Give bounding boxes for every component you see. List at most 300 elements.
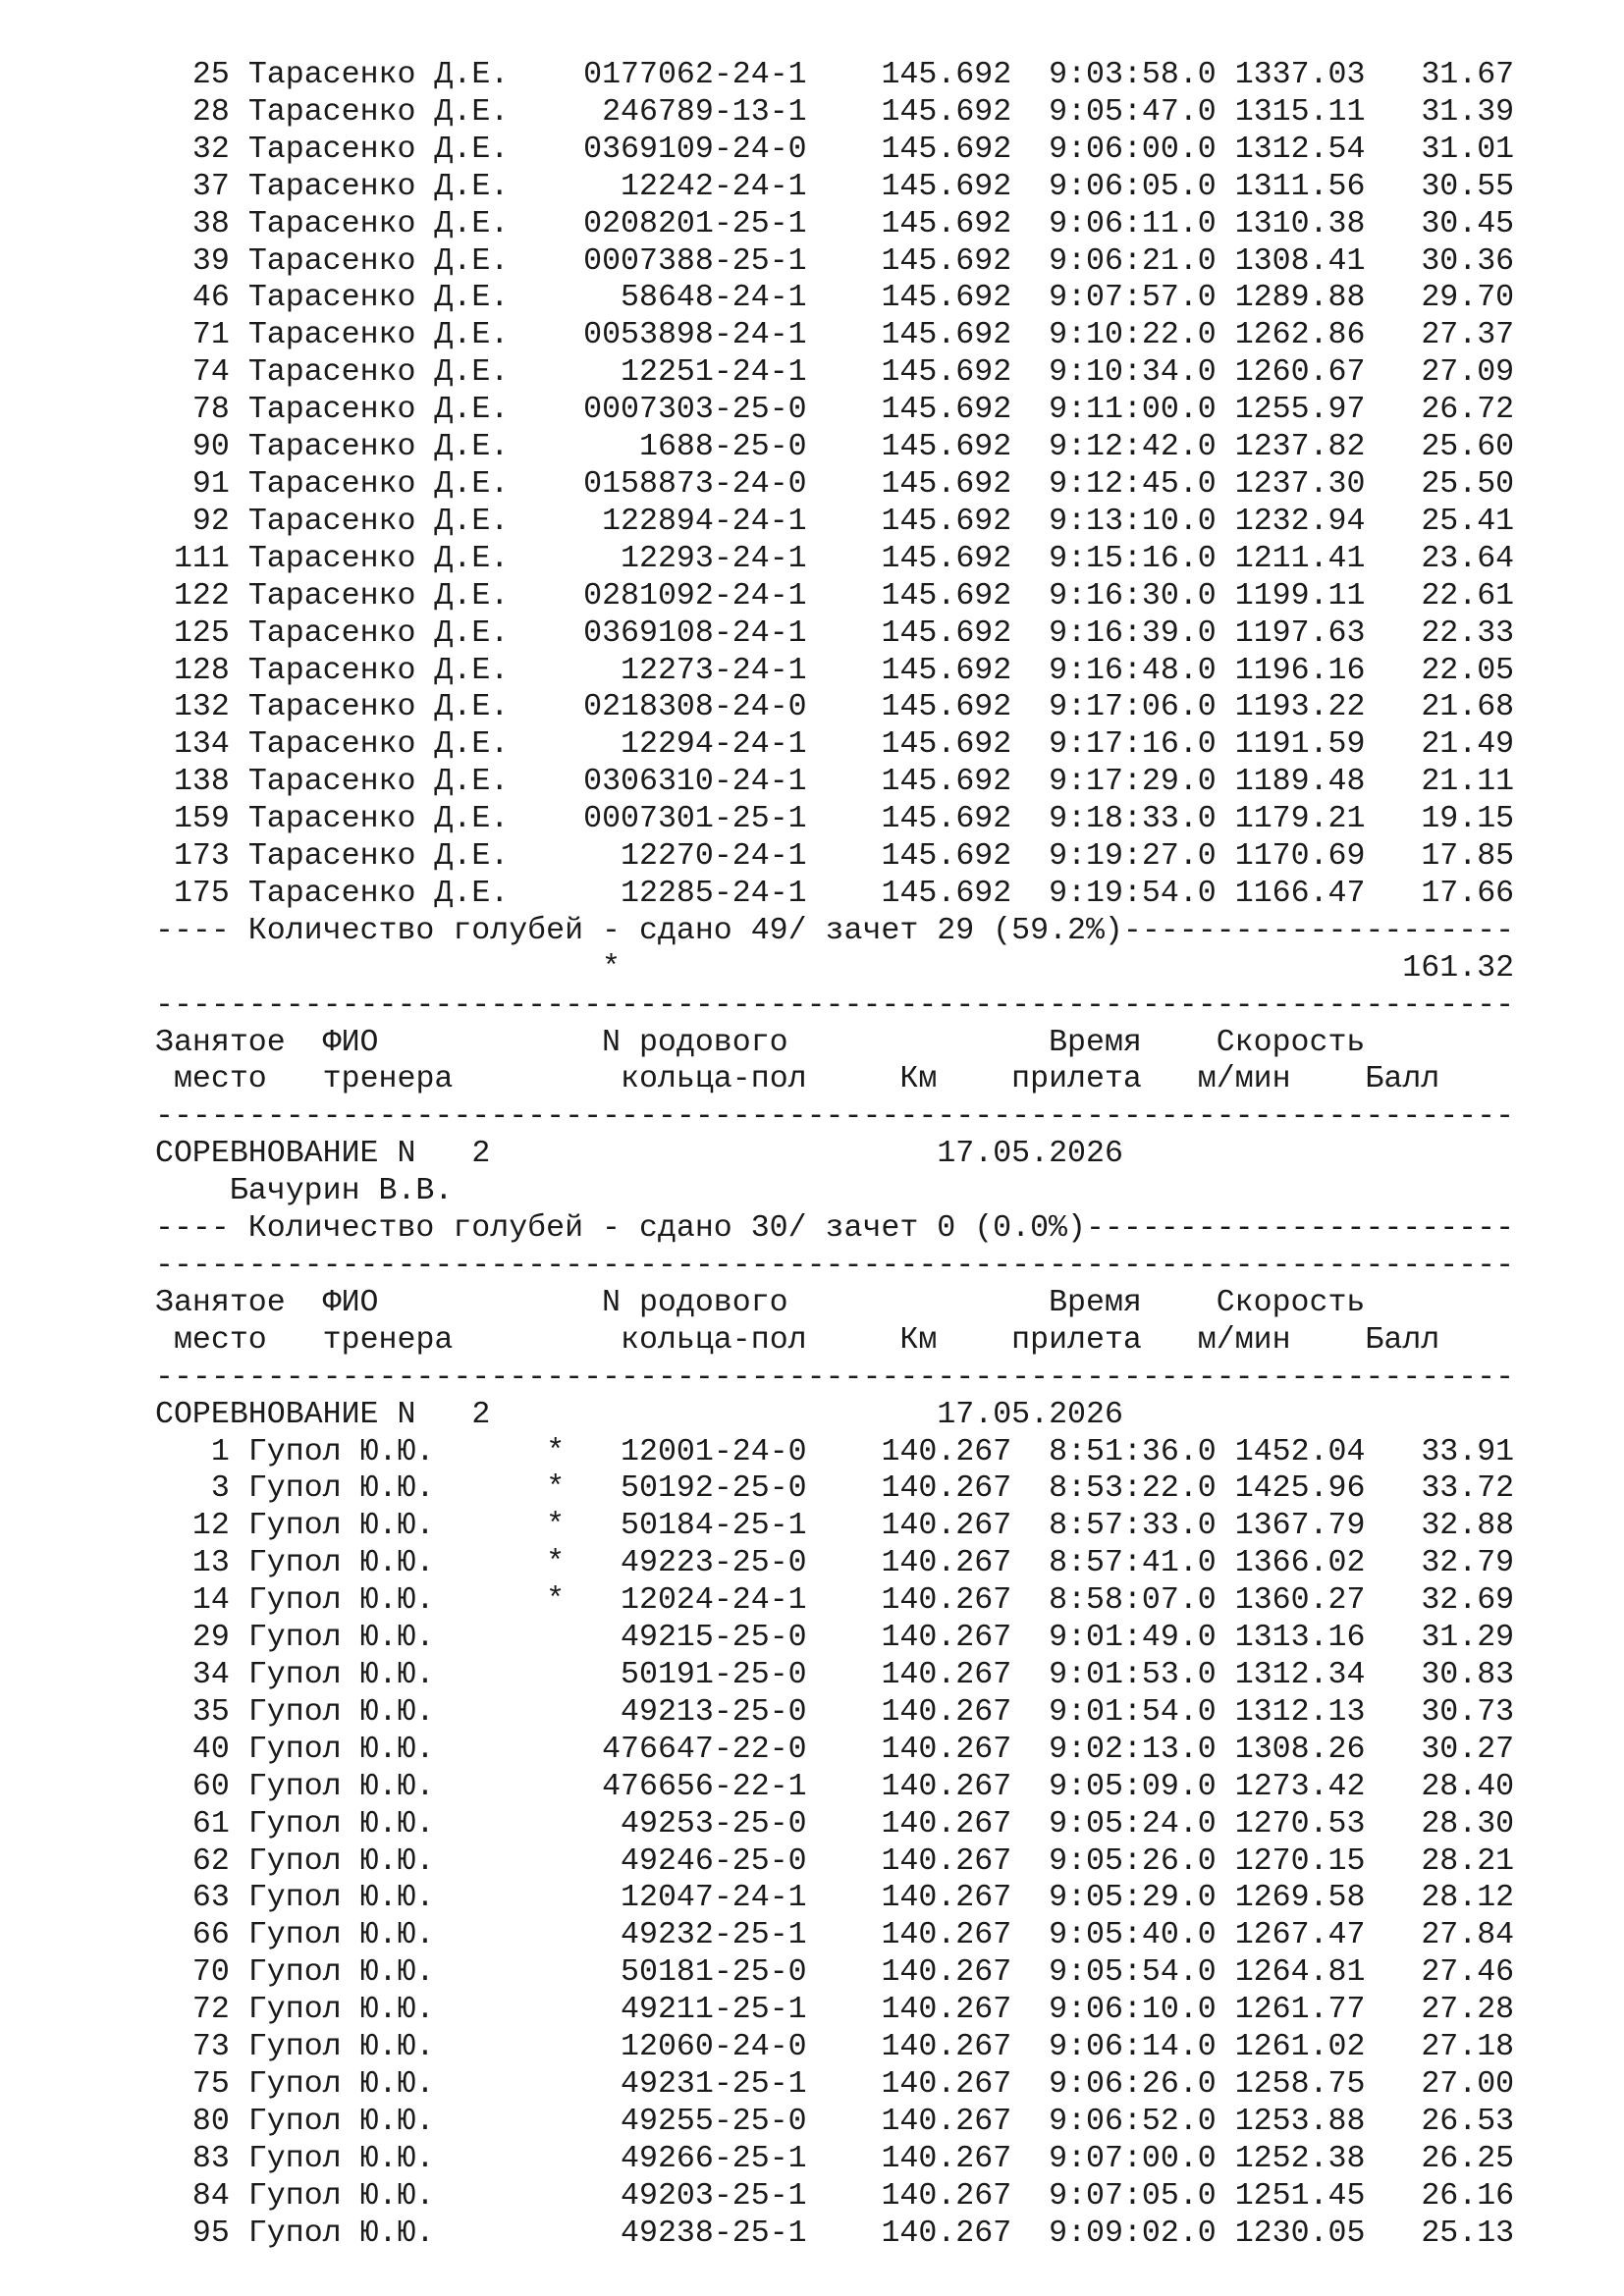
trainer-name-cell: Гупол Ю.Ю. xyxy=(247,1434,435,1469)
mark-cell: * xyxy=(546,1546,566,1581)
place-cell: 28 xyxy=(191,94,230,130)
distance-cell: 140.267 xyxy=(881,2104,1012,2139)
trainer-name-cell: Тарасенко Д.Е. xyxy=(247,169,510,204)
distance-cell: 145.692 xyxy=(881,206,1012,241)
ring-cell: 12293-24-1 xyxy=(621,541,807,576)
total-line xyxy=(155,950,1579,988)
result-row xyxy=(155,541,1579,578)
place-cell: 70 xyxy=(191,1955,230,1991)
result-row xyxy=(155,280,1579,317)
distance-cell: 145.692 xyxy=(881,58,1012,92)
result-row xyxy=(155,653,1579,690)
result-row xyxy=(155,169,1579,206)
speed-cell: 1262.86 xyxy=(1234,318,1366,353)
mark-cell: * xyxy=(546,1583,566,1619)
competition-title xyxy=(155,1136,1579,1173)
score-cell: 26.16 xyxy=(1421,2178,1515,2214)
ring-cell: 0208201-25-1 xyxy=(583,206,807,241)
trainer-name-cell: Тарасенко Д.Е. xyxy=(247,58,510,92)
distance-cell: 140.267 xyxy=(881,1918,1012,1953)
header-col-ring-2: кольца-пол xyxy=(621,1062,807,1097)
time-cell: 9:05:54.0 xyxy=(1049,1955,1217,1991)
speed-cell: 1261.77 xyxy=(1234,1993,1366,2028)
result-row xyxy=(155,2216,1579,2253)
speed-cell: 1308.41 xyxy=(1234,243,1366,279)
score-cell: 26.53 xyxy=(1421,2104,1515,2139)
place-cell: 128 xyxy=(173,653,230,688)
header-col-score: Балл xyxy=(1365,1062,1440,1097)
speed-cell: 1252.38 xyxy=(1234,2141,1366,2176)
time-cell: 9:01:53.0 xyxy=(1049,1657,1217,1692)
time-cell: 9:05:09.0 xyxy=(1049,1769,1217,1804)
score-cell: 28.12 xyxy=(1421,1881,1515,1916)
score-cell: 22.05 xyxy=(1421,653,1515,688)
mark-cell: * xyxy=(546,1434,566,1469)
score-cell: 30.83 xyxy=(1421,1657,1515,1692)
separator-line: ------------------------------------------------------------------------- xyxy=(155,988,1515,1023)
trainer-name-cell: Тарасенко Д.Е. xyxy=(247,430,510,465)
distance-cell: 140.267 xyxy=(881,1471,1012,1507)
separator-line: ------------------------------------------------------------------------- xyxy=(155,1249,1515,1283)
time-cell: 9:12:45.0 xyxy=(1049,466,1217,502)
header-col-km: Км xyxy=(899,1062,938,1097)
place-cell: 74 xyxy=(191,355,230,391)
header-col-place-2: место xyxy=(173,1322,267,1358)
place-cell: 71 xyxy=(191,318,230,353)
score-cell: 30.36 xyxy=(1421,243,1515,279)
trainer-name-cell: Тарасенко Д.Е. xyxy=(247,206,510,241)
table-header-row-1 xyxy=(155,1025,1579,1062)
speed-cell: 1311.56 xyxy=(1234,169,1366,204)
distance-cell: 140.267 xyxy=(881,1509,1012,1544)
speed-cell: 1237.30 xyxy=(1234,466,1366,502)
distance-cell: 140.267 xyxy=(881,2030,1012,2065)
summary-text: Количество голубей - сдано 30/ зачет 0 (0.0%) xyxy=(247,1211,1086,1247)
ring-cell: 49238-25-1 xyxy=(621,2216,807,2251)
place-cell: 12 xyxy=(191,1509,230,1544)
competition-number: 2 xyxy=(471,1397,491,1432)
place-cell: 159 xyxy=(173,802,230,837)
score-cell: 31.01 xyxy=(1421,132,1515,167)
result-row xyxy=(155,504,1579,541)
score-cell: 31.67 xyxy=(1421,58,1515,92)
distance-cell: 140.267 xyxy=(881,1434,1012,1469)
competition-date: 17.05.2026 xyxy=(937,1137,1123,1172)
speed-cell: 1308.26 xyxy=(1234,1732,1366,1767)
time-cell: 9:11:00.0 xyxy=(1049,393,1217,428)
place-cell: 92 xyxy=(191,504,230,539)
ring-cell: 49213-25-0 xyxy=(621,1694,807,1730)
result-row xyxy=(155,1843,1579,1881)
time-cell: 9:01:49.0 xyxy=(1049,1621,1217,1656)
time-cell: 8:58:07.0 xyxy=(1049,1583,1217,1619)
time-cell: 9:16:48.0 xyxy=(1049,653,1217,688)
speed-cell: 1193.22 xyxy=(1234,690,1366,725)
speed-cell: 1230.05 xyxy=(1234,2216,1366,2251)
place-cell: 62 xyxy=(191,1843,230,1879)
score-cell: 28.30 xyxy=(1421,1806,1515,1842)
trainer-name-cell: Гупол Ю.Ю. xyxy=(247,1769,435,1804)
header-col-time: Время xyxy=(1049,1025,1142,1060)
distance-cell: 140.267 xyxy=(881,2141,1012,2176)
time-cell: 9:05:24.0 xyxy=(1049,1806,1217,1842)
speed-cell: 1251.45 xyxy=(1234,2178,1366,2214)
place-cell: 72 xyxy=(191,1993,230,2028)
speed-cell: 1232.94 xyxy=(1234,504,1366,539)
score-cell: 22.33 xyxy=(1421,615,1515,651)
time-cell: 9:17:06.0 xyxy=(1049,690,1217,725)
trainer-name-cell: Гупол Ю.Ю. xyxy=(247,2178,435,2214)
place-cell: 73 xyxy=(191,2030,230,2065)
score-cell: 30.45 xyxy=(1421,206,1515,241)
time-cell: 9:13:10.0 xyxy=(1049,504,1217,539)
distance-cell: 145.692 xyxy=(881,653,1012,688)
distance-cell: 140.267 xyxy=(881,2216,1012,2251)
ring-cell: 0158873-24-0 xyxy=(583,466,807,502)
time-cell: 9:19:27.0 xyxy=(1049,839,1217,875)
distance-cell: 145.692 xyxy=(881,765,1012,800)
place-cell: 32 xyxy=(191,132,230,167)
ring-cell: 50184-25-1 xyxy=(621,1509,807,1544)
ring-cell: 0007301-25-1 xyxy=(583,802,807,837)
table-header-row-2 xyxy=(155,1322,1579,1360)
score-cell: 30.27 xyxy=(1421,1732,1515,1767)
trainer-name-cell: Тарасенко Д.Е. xyxy=(247,466,510,502)
result-row xyxy=(155,57,1579,94)
header-col-place: Занятое xyxy=(155,1025,286,1060)
time-cell: 9:06:11.0 xyxy=(1049,206,1217,241)
competition-label: СОРЕВНОВАНИЕ N xyxy=(155,1397,416,1432)
result-row xyxy=(155,1992,1579,2029)
distance-cell: 145.692 xyxy=(881,94,1012,130)
speed-cell: 1425.96 xyxy=(1234,1471,1366,1507)
result-row xyxy=(155,1620,1579,1657)
place-cell: 63 xyxy=(191,1881,230,1916)
trainer-name-cell: Гупол Ю.Ю. xyxy=(247,1918,435,1953)
time-cell: 8:53:22.0 xyxy=(1049,1471,1217,1507)
trainer-name-cell: Тарасенко Д.Е. xyxy=(247,318,510,353)
trainer-name-cell: Тарасенко Д.Е. xyxy=(247,132,510,167)
trainer-name-cell: Тарасенко Д.Е. xyxy=(247,727,510,763)
time-cell: 9:05:29.0 xyxy=(1049,1881,1217,1916)
ring-cell: 49253-25-0 xyxy=(621,1806,807,1842)
time-cell: 9:06:14.0 xyxy=(1049,2030,1217,2065)
time-cell: 9:10:22.0 xyxy=(1049,318,1217,353)
score-cell: 28.40 xyxy=(1421,1769,1515,1804)
speed-cell: 1269.58 xyxy=(1234,1881,1366,1916)
time-cell: 9:06:05.0 xyxy=(1049,169,1217,204)
ring-cell: 49232-25-1 xyxy=(621,1918,807,1953)
ring-cell: 0369108-24-1 xyxy=(583,615,807,651)
score-cell: 27.46 xyxy=(1421,1955,1515,1991)
place-cell: 60 xyxy=(191,1769,230,1804)
time-cell: 9:16:30.0 xyxy=(1049,578,1217,614)
trainer-name-cell: Гупол Ю.Ю. xyxy=(247,1694,435,1730)
place-cell: 125 xyxy=(173,615,230,651)
header-col-trainer-2: тренера xyxy=(322,1322,454,1358)
ring-cell: 49231-25-1 xyxy=(621,2066,807,2102)
speed-cell: 1273.42 xyxy=(1234,1769,1366,1804)
speed-cell: 1197.63 xyxy=(1234,615,1366,651)
mark-cell: * xyxy=(546,1509,566,1544)
trainer-name-cell: Тарасенко Д.Е. xyxy=(247,541,510,576)
header-col-place-2: место xyxy=(173,1062,267,1097)
ring-cell: 476656-22-1 xyxy=(602,1769,807,1804)
time-cell: 9:05:47.0 xyxy=(1049,94,1217,130)
trainer-name-cell: Тарасенко Д.Е. xyxy=(247,94,510,130)
place-cell: 39 xyxy=(191,243,230,279)
place-cell: 80 xyxy=(191,2104,230,2139)
place-cell: 91 xyxy=(191,466,230,502)
speed-cell: 1312.13 xyxy=(1234,1694,1366,1730)
place-cell: 84 xyxy=(191,2178,230,2214)
place-cell: 173 xyxy=(173,839,230,875)
trainer-name-cell: Тарасенко Д.Е. xyxy=(247,281,510,316)
ring-cell: 12047-24-1 xyxy=(621,1881,807,1916)
speed-cell: 1312.54 xyxy=(1234,132,1366,167)
ring-cell: 122894-24-1 xyxy=(602,504,807,539)
ring-cell: 12270-24-1 xyxy=(621,839,807,875)
trainer-name-cell: Тарасенко Д.Е. xyxy=(247,690,510,725)
place-cell: 3 xyxy=(210,1471,230,1507)
distance-cell: 140.267 xyxy=(881,1881,1012,1916)
ring-cell: 49203-25-1 xyxy=(621,2178,807,2214)
time-cell: 9:06:21.0 xyxy=(1049,243,1217,279)
time-cell: 9:17:29.0 xyxy=(1049,765,1217,800)
trainer-name-cell: Гупол Ю.Ю. xyxy=(247,1509,435,1544)
result-row xyxy=(155,1508,1579,1545)
time-cell: 9:06:10.0 xyxy=(1049,1993,1217,2028)
time-cell: 9:07:05.0 xyxy=(1049,2178,1217,2214)
score-cell: 27.37 xyxy=(1421,318,1515,353)
result-row xyxy=(155,354,1579,392)
time-cell: 9:12:42.0 xyxy=(1049,430,1217,465)
place-cell: 38 xyxy=(191,206,230,241)
speed-cell: 1367.79 xyxy=(1234,1509,1366,1544)
result-row xyxy=(155,1954,1579,1992)
ring-cell: 0369109-24-0 xyxy=(583,132,807,167)
score-cell: 17.85 xyxy=(1421,839,1515,875)
ring-cell: 12273-24-1 xyxy=(621,653,807,688)
distance-cell: 140.267 xyxy=(881,1993,1012,2028)
result-row xyxy=(155,1880,1579,1917)
competition-title xyxy=(155,1397,1579,1434)
competition-date: 17.05.2026 xyxy=(937,1397,1123,1432)
speed-cell: 1258.75 xyxy=(1234,2066,1366,2102)
ring-cell: 0177062-24-1 xyxy=(583,58,807,92)
ring-cell: 1688-25-0 xyxy=(639,430,807,465)
trainer-name-cell: Тарасенко Д.Е. xyxy=(247,653,510,688)
place-cell: 40 xyxy=(191,1732,230,1767)
distance-cell: 140.267 xyxy=(881,1583,1012,1619)
speed-cell: 1337.03 xyxy=(1234,58,1366,92)
result-row xyxy=(155,2029,1579,2066)
speed-cell: 1260.67 xyxy=(1234,355,1366,391)
score-cell: 29.70 xyxy=(1421,281,1515,316)
place-cell: 134 xyxy=(173,727,230,763)
result-row xyxy=(155,764,1579,801)
separator-line: ------------------------------------------------------------------------- xyxy=(155,1099,1515,1135)
result-row xyxy=(155,1732,1579,1769)
trainer-name-cell: Тарасенко Д.Е. xyxy=(247,615,510,651)
distance-cell: 140.267 xyxy=(881,2178,1012,2214)
speed-cell: 1196.16 xyxy=(1234,653,1366,688)
distance-cell: 140.267 xyxy=(881,1694,1012,1730)
time-cell: 9:02:13.0 xyxy=(1049,1732,1217,1767)
distance-cell: 140.267 xyxy=(881,1843,1012,1879)
place-cell: 1 xyxy=(210,1434,230,1469)
header-col-ring: N родового xyxy=(602,1025,788,1060)
speed-cell: 1313.16 xyxy=(1234,1621,1366,1656)
result-row xyxy=(155,132,1579,169)
header-col-km: Км xyxy=(899,1322,938,1358)
trainer-name-cell: Тарасенко Д.Е. xyxy=(247,876,510,911)
trainer-name-cell: Гупол Ю.Ю. xyxy=(247,1732,435,1767)
place-cell: 83 xyxy=(191,2141,230,2176)
trainer-name: Бачурин В.В. xyxy=(229,1174,454,1209)
distance-cell: 140.267 xyxy=(881,1955,1012,1991)
distance-cell: 145.692 xyxy=(881,393,1012,428)
trainer-name-cell: Гупол Ю.Ю. xyxy=(247,1546,435,1581)
result-row xyxy=(155,2104,1579,2141)
trainer-name-cell: Гупол Ю.Ю. xyxy=(247,2216,435,2251)
score-cell: 27.00 xyxy=(1421,2066,1515,2102)
time-cell: 9:19:54.0 xyxy=(1049,876,1217,911)
time-cell: 9:03:58.0 xyxy=(1049,58,1217,92)
time-cell: 9:16:39.0 xyxy=(1049,615,1217,651)
result-row xyxy=(155,317,1579,354)
result-row xyxy=(155,1545,1579,1582)
result-row xyxy=(155,615,1579,653)
time-cell: 9:05:40.0 xyxy=(1049,1918,1217,1953)
result-row xyxy=(155,1917,1579,1954)
ring-cell: 49215-25-0 xyxy=(621,1621,807,1656)
ring-cell: 0007388-25-1 xyxy=(583,243,807,279)
place-cell: 122 xyxy=(173,578,230,614)
time-cell: 9:01:54.0 xyxy=(1049,1694,1217,1730)
speed-cell: 1189.48 xyxy=(1234,765,1366,800)
trainer-name-cell: Тарасенко Д.Е. xyxy=(247,802,510,837)
total-mark: * xyxy=(602,950,621,986)
place-cell: 37 xyxy=(191,169,230,204)
score-cell: 21.11 xyxy=(1421,765,1515,800)
header-col-trainer: ФИО xyxy=(322,1025,379,1060)
distance-cell: 140.267 xyxy=(881,1657,1012,1692)
distance-cell: 145.692 xyxy=(881,169,1012,204)
ring-cell: 12251-24-1 xyxy=(621,355,807,391)
ring-cell: 12285-24-1 xyxy=(621,876,807,911)
trainer-line xyxy=(155,1173,1579,1210)
ring-cell: 0007303-25-0 xyxy=(583,393,807,428)
place-cell: 46 xyxy=(191,281,230,316)
result-row xyxy=(155,1434,1579,1471)
score-cell: 25.41 xyxy=(1421,504,1515,539)
score-cell: 33.91 xyxy=(1421,1434,1515,1469)
score-cell: 32.88 xyxy=(1421,1509,1515,1544)
distance-cell: 140.267 xyxy=(881,1732,1012,1767)
score-cell: 25.50 xyxy=(1421,466,1515,502)
place-cell: 90 xyxy=(191,430,230,465)
trainer-name-cell: Гупол Ю.Ю. xyxy=(247,1471,435,1507)
trainer-name-cell: Тарасенко Д.Е. xyxy=(247,393,510,428)
result-row xyxy=(155,726,1579,764)
score-cell: 27.28 xyxy=(1421,1993,1515,2028)
speed-cell: 1310.38 xyxy=(1234,206,1366,241)
table-header-row-2 xyxy=(155,1061,1579,1098)
ring-cell: 476647-22-0 xyxy=(602,1732,807,1767)
time-cell: 9:05:26.0 xyxy=(1049,1843,1217,1879)
score-cell: 21.49 xyxy=(1421,727,1515,763)
place-cell: 34 xyxy=(191,1657,230,1692)
distance-cell: 145.692 xyxy=(881,541,1012,576)
score-cell: 26.25 xyxy=(1421,2141,1515,2176)
result-row xyxy=(155,2066,1579,2104)
score-cell: 23.64 xyxy=(1421,541,1515,576)
ring-cell: 49211-25-1 xyxy=(621,1993,807,2028)
distance-cell: 145.692 xyxy=(881,466,1012,502)
place-cell: 13 xyxy=(191,1546,230,1581)
score-cell: 26.72 xyxy=(1421,393,1515,428)
score-cell: 31.29 xyxy=(1421,1621,1515,1656)
trainer-name-cell: Тарасенко Д.Е. xyxy=(247,578,510,614)
header-col-trainer: ФИО xyxy=(322,1285,379,1320)
place-cell: 138 xyxy=(173,765,230,800)
score-cell: 21.68 xyxy=(1421,690,1515,725)
result-row xyxy=(155,1470,1579,1508)
score-cell: 27.84 xyxy=(1421,1918,1515,1953)
result-row xyxy=(155,876,1579,913)
summary-line: ---- Количество голубей - сдано 30/ зачет 0 (0.0%)----------------------- xyxy=(155,1211,1515,1247)
time-cell: 8:51:36.0 xyxy=(1049,1434,1217,1469)
score-cell: 17.66 xyxy=(1421,876,1515,911)
score-cell: 31.39 xyxy=(1421,94,1515,130)
result-row xyxy=(155,243,1579,281)
competition-label: СОРЕВНОВАНИЕ N xyxy=(155,1137,416,1172)
trainer-name-cell: Гупол Ю.Ю. xyxy=(247,1881,435,1916)
place-cell: 35 xyxy=(191,1694,230,1730)
result-row xyxy=(155,429,1579,466)
score-cell: 27.09 xyxy=(1421,355,1515,391)
speed-cell: 1366.02 xyxy=(1234,1546,1366,1581)
trainer-name-cell: Тарасенко Д.Е. xyxy=(247,355,510,391)
time-cell: 9:07:00.0 xyxy=(1049,2141,1217,2176)
distance-cell: 145.692 xyxy=(881,839,1012,875)
distance-cell: 145.692 xyxy=(881,430,1012,465)
distance-cell: 145.692 xyxy=(881,615,1012,651)
distance-cell: 145.692 xyxy=(881,504,1012,539)
distance-cell: 145.692 xyxy=(881,132,1012,167)
trainer-name-cell: Гупол Ю.Ю. xyxy=(247,2104,435,2139)
header-col-time-2: прилета xyxy=(1011,1062,1142,1097)
trainer-name-cell: Гупол Ю.Ю. xyxy=(247,2030,435,2065)
header-col-speed: Скорость xyxy=(1216,1285,1366,1320)
result-row xyxy=(155,94,1579,132)
speed-cell: 1270.53 xyxy=(1234,1806,1366,1842)
score-cell: 25.60 xyxy=(1421,430,1515,465)
distance-cell: 140.267 xyxy=(881,2066,1012,2102)
time-cell: 9:15:16.0 xyxy=(1049,541,1217,576)
time-cell: 9:07:57.0 xyxy=(1049,281,1217,316)
result-row xyxy=(155,2141,1579,2178)
header-col-place: Занятое xyxy=(155,1285,286,1320)
distance-cell: 140.267 xyxy=(881,1546,1012,1581)
speed-cell: 1253.88 xyxy=(1234,2104,1366,2139)
place-cell: 29 xyxy=(191,1621,230,1656)
distance-cell: 145.692 xyxy=(881,355,1012,391)
trainer-name-cell: Гупол Ю.Ю. xyxy=(247,1955,435,1991)
speed-cell: 1211.41 xyxy=(1234,541,1366,576)
place-cell: 75 xyxy=(191,2066,230,2102)
